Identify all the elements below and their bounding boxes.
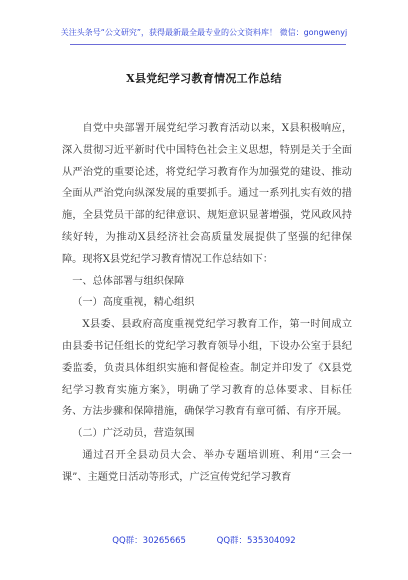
footer-qq-group-1: QQ群：30265665 xyxy=(112,536,186,546)
intro-paragraph: 自党中央部署开展党纪学习教育活动以来，X县积极响应，深入贯彻习近平新时代中国特色社会主义思想，特别是关于全面从严治党的重要论述，将党纪学习教育作为加强党的建设、推动全面从严治党向纵深发展的重要抓手。通过一系列扎实有效的措施，全县党员干部的纪律意识、规矩意识显著增强，党风政风持续好转，为推动X县经济社会高质量发展提供了坚强的纪律保障。现将X县党纪学习教育情况工作总结如下： xyxy=(62,123,352,265)
document-body xyxy=(62,118,352,489)
subsection-heading-1: （一）高度重视，精心组织 xyxy=(72,297,195,309)
document-title: X县党纪学习教育情况工作总结 xyxy=(126,72,282,85)
header-banner: 关注头条号“公文研究”，获得最新最全最专业的公文资料库！ 微信：gongwenyj xyxy=(60,28,348,37)
section-heading-1: 一、总体部署与组织保障 xyxy=(72,275,185,287)
body-paragraph-2: 通过召开全县动员大会、举办专题培训班、利用“三会一课”、主题党日活动等形式，广泛宣传党纪学习教育 xyxy=(62,449,352,483)
body-paragraph-1: X县委、县政府高度重视党纪学习教育工作，第一时间成立由县委书记任组长的党纪学习教育领导小组，下设办公室于县纪委监委，负责具体组织实施和督促检查。制定并印发了《X县党纪学习教育实施方案》，明确了学习教育的总体要求、目标任务、方法步骤和保障措施，确保学习教育有章可循、有序开展。 xyxy=(62,319,352,418)
subsection-heading-2: （二）广泛动员，营造氛围 xyxy=(72,428,195,440)
footer-qq-group-2: QQ群：535304092 xyxy=(216,536,296,546)
footer-contact xyxy=(0,534,408,546)
header-divider xyxy=(70,44,346,45)
